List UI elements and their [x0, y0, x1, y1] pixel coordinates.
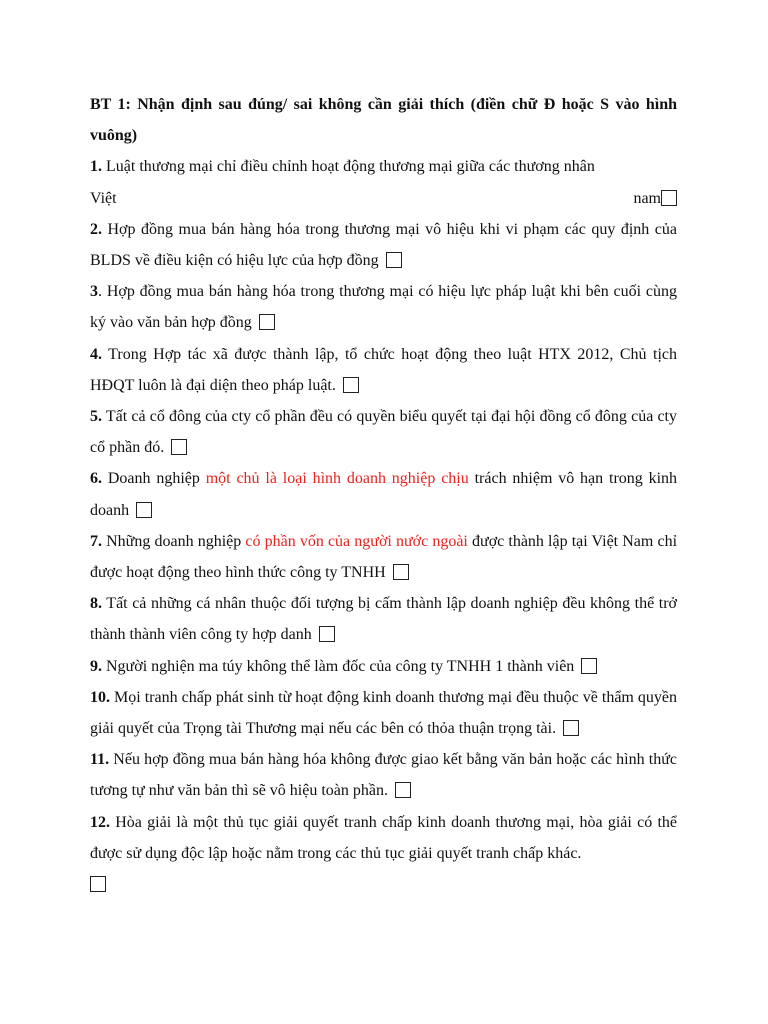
statement-5 — [90, 401, 677, 463]
statement-1-continuation — [90, 183, 677, 214]
statement-text: Người nghiện ma túy không thể làm đốc của công ty TNHH 1 thành viên — [106, 657, 575, 675]
statement-text: Mọi tranh chấp phát sinh từ hoạt động kinh doanh thương mại đều thuộc về thẩm quyền giải quyết của Trọng tài Thương mại nếu các bên có thỏa thuận trọng tài. — [90, 688, 678, 738]
statement-number: 5. — [90, 408, 102, 426]
statement-number: 3 — [90, 283, 98, 301]
statement-12 — [90, 807, 677, 869]
statement-text: Tất cả cổ đông của cty cổ phần đều có quyền biểu quyết tại đại hội đồng cổ đông của cty cổ phần đó. — [90, 408, 678, 457]
answer-checkbox-10[interactable] — [563, 720, 579, 736]
statement-3 — [90, 276, 677, 338]
statement-1 — [90, 151, 677, 182]
statement-number: 6. — [90, 470, 102, 488]
statement-6 — [90, 463, 677, 525]
statement-2 — [90, 214, 677, 276]
answer-checkbox-9[interactable] — [581, 658, 597, 674]
statement-text: Doanh nghiệp — [107, 470, 200, 488]
answer-checkbox-3[interactable] — [259, 314, 275, 330]
statement-8 — [90, 588, 677, 650]
answer-checkbox-4[interactable] — [343, 377, 359, 393]
statement-text: trách nhiệm vô hạn trong kinh doanh — [90, 470, 678, 519]
highlighted-text: có phần vốn của người nước ngoài — [245, 532, 468, 550]
exercise-title: BT 1: Nhận định sau đúng/ sai không cần giải thích (điền chữ Đ hoặc S vào hình vuông) — [90, 96, 677, 145]
statement-9 — [90, 651, 677, 682]
statement-number: 11. — [90, 751, 110, 769]
statement-12-box-line — [90, 869, 677, 900]
statement-text: Hợp đồng mua bán hàng hóa trong thương mại vô hiệu khi vi phạm các quy định của BLDS về điều kiện có hiệu lực của hợp đồng — [90, 220, 678, 270]
statement-text: Những doanh nghiệp — [106, 532, 242, 550]
statement-number: 12. — [90, 813, 110, 831]
statement-text: được thành lập tại Việt Nam chỉ được hoạt động theo hình thức công ty TNHH — [90, 532, 678, 582]
statement-10 — [90, 682, 677, 744]
answer-checkbox-1[interactable] — [661, 190, 677, 206]
statement-text: Nếu hợp đồng mua bán hàng hóa không được giao kết bằng văn bản hoặc các hình thức tương tự như văn bản thì sẽ vô hiệu toàn phần. — [90, 751, 677, 800]
statement-number: 7. — [90, 532, 102, 550]
statement-text: . Hợp đồng mua bán hàng hóa trong thương mại có hiệu lực pháp luật khi bên cuối cùng ký vào văn bản hợp đồng — [90, 283, 677, 332]
answer-checkbox-5[interactable] — [171, 439, 187, 455]
answer-checkbox-8[interactable] — [319, 626, 335, 642]
statement-number: 4. — [90, 345, 102, 363]
highlighted-text: một chủ là loại hình doanh nghiệp chịu — [205, 470, 469, 488]
statement-number: 8. — [90, 595, 102, 613]
statement-4 — [90, 339, 677, 401]
statement-number: 2. — [90, 220, 102, 238]
statement-text: Tất cả những cá nhân thuộc đối tượng bị cấm thành lập doanh nghiệp đều không thể trở thành thành viên công ty hợp danh — [90, 595, 677, 644]
answer-checkbox-6[interactable] — [136, 502, 152, 518]
statement-text: Luật thương mại chỉ điều chỉnh hoạt động thương mại giữa các thương nhân — [106, 158, 595, 176]
statement-text: Việt — [90, 189, 117, 207]
answer-checkbox-2[interactable] — [386, 252, 402, 268]
statement-number: 9. — [90, 657, 102, 675]
statement-number: 1. — [90, 158, 102, 176]
statement-7 — [90, 526, 677, 588]
statement-11 — [90, 744, 677, 806]
answer-checkbox-12[interactable] — [90, 876, 106, 892]
answer-checkbox-7[interactable] — [393, 564, 409, 580]
answer-checkbox-11[interactable] — [395, 782, 411, 798]
statement-text: Hòa giải là một thủ tục giải quyết tranh chấp kinh doanh thương mại, hòa giải có thể được sử dụng độc lập hoặc nằm trong các thủ tục giải quyết tranh chấp khác. — [90, 813, 677, 862]
statement-text: nam — [633, 189, 661, 207]
exercise-document — [90, 89, 677, 900]
statement-text: Trong Hợp tác xã được thành lập, tổ chức hoạt động theo luật HTX 2012, Chủ tịch HĐQT luôn là đại diện theo pháp luật. — [90, 345, 677, 394]
statement-number: 10. — [90, 688, 110, 706]
